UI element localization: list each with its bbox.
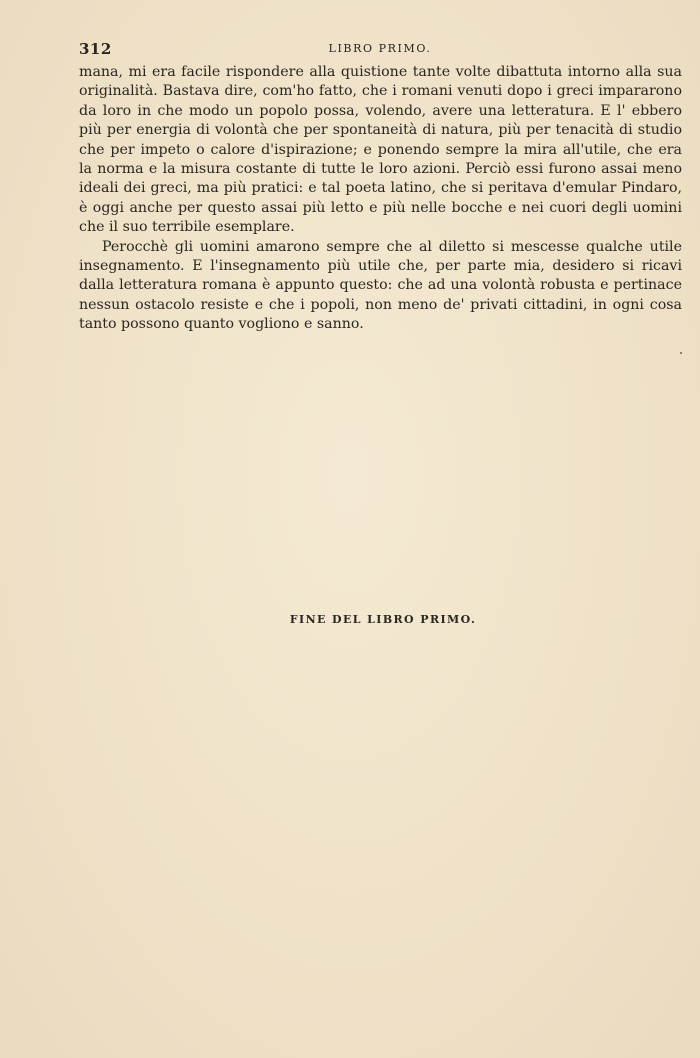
- text-line: da loro in che modo un popolo possa, volendo, avere una letteratura. E l' ebbero: [79, 102, 682, 119]
- text-line: è oggi anche per questo assai più letto e più nelle bocche e nei cuori degli uomini: [79, 199, 682, 216]
- text-line: ideali dei greci, ma più pratici: e tal poeta latino, che si peritava d'emular Pindaro,: [79, 180, 682, 197]
- closing-line: FINE DEL LIBRO PRIMO.: [289, 613, 477, 626]
- text-line: insegnamento. E l'insegnamento più utile che, per parte mia, desidero si ricavi: [79, 258, 682, 275]
- running-head: LIBRO PRIMO.: [328, 42, 432, 55]
- text-line: dalla letteratura romana è appunto questo: che ad una volontà robusta e pertinace: [79, 277, 682, 294]
- page-number: 312: [79, 40, 112, 58]
- paragraph-2: [79, 238, 682, 335]
- paper-speck: [680, 352, 682, 354]
- text-line: nessun ostacolo resiste e che i popoli, non meno de' privati cittadini, in ogni cosa: [79, 296, 682, 313]
- text-line: Perocchè gli uomini amarono sempre che al diletto si mescesse qualche utile: [102, 238, 682, 255]
- body-text: [79, 63, 682, 335]
- text-line: che il suo terribile esemplare.: [79, 219, 295, 236]
- text-line: originalità. Bastava dire, com'ho fatto, che i romani venuti dopo i greci impararono: [79, 83, 682, 100]
- text-line: che per impeto o calore d'ispirazione; e ponendo sempre la mira all'utile, che era: [79, 141, 682, 158]
- text-line: la norma e la misura costante di tutte le loro azioni. Perciò essi furono assai meno: [79, 161, 682, 178]
- text-line: mana, mi era facile rispondere alla quistione tante volte dibattuta intorno alla sua: [79, 64, 682, 80]
- text-line: più per energia di volontà che per spontaneità di natura, più per tenacità di studio: [79, 122, 682, 139]
- paragraph-1: [79, 63, 682, 238]
- text-line: tanto possono quanto vogliono e sanno.: [79, 316, 364, 333]
